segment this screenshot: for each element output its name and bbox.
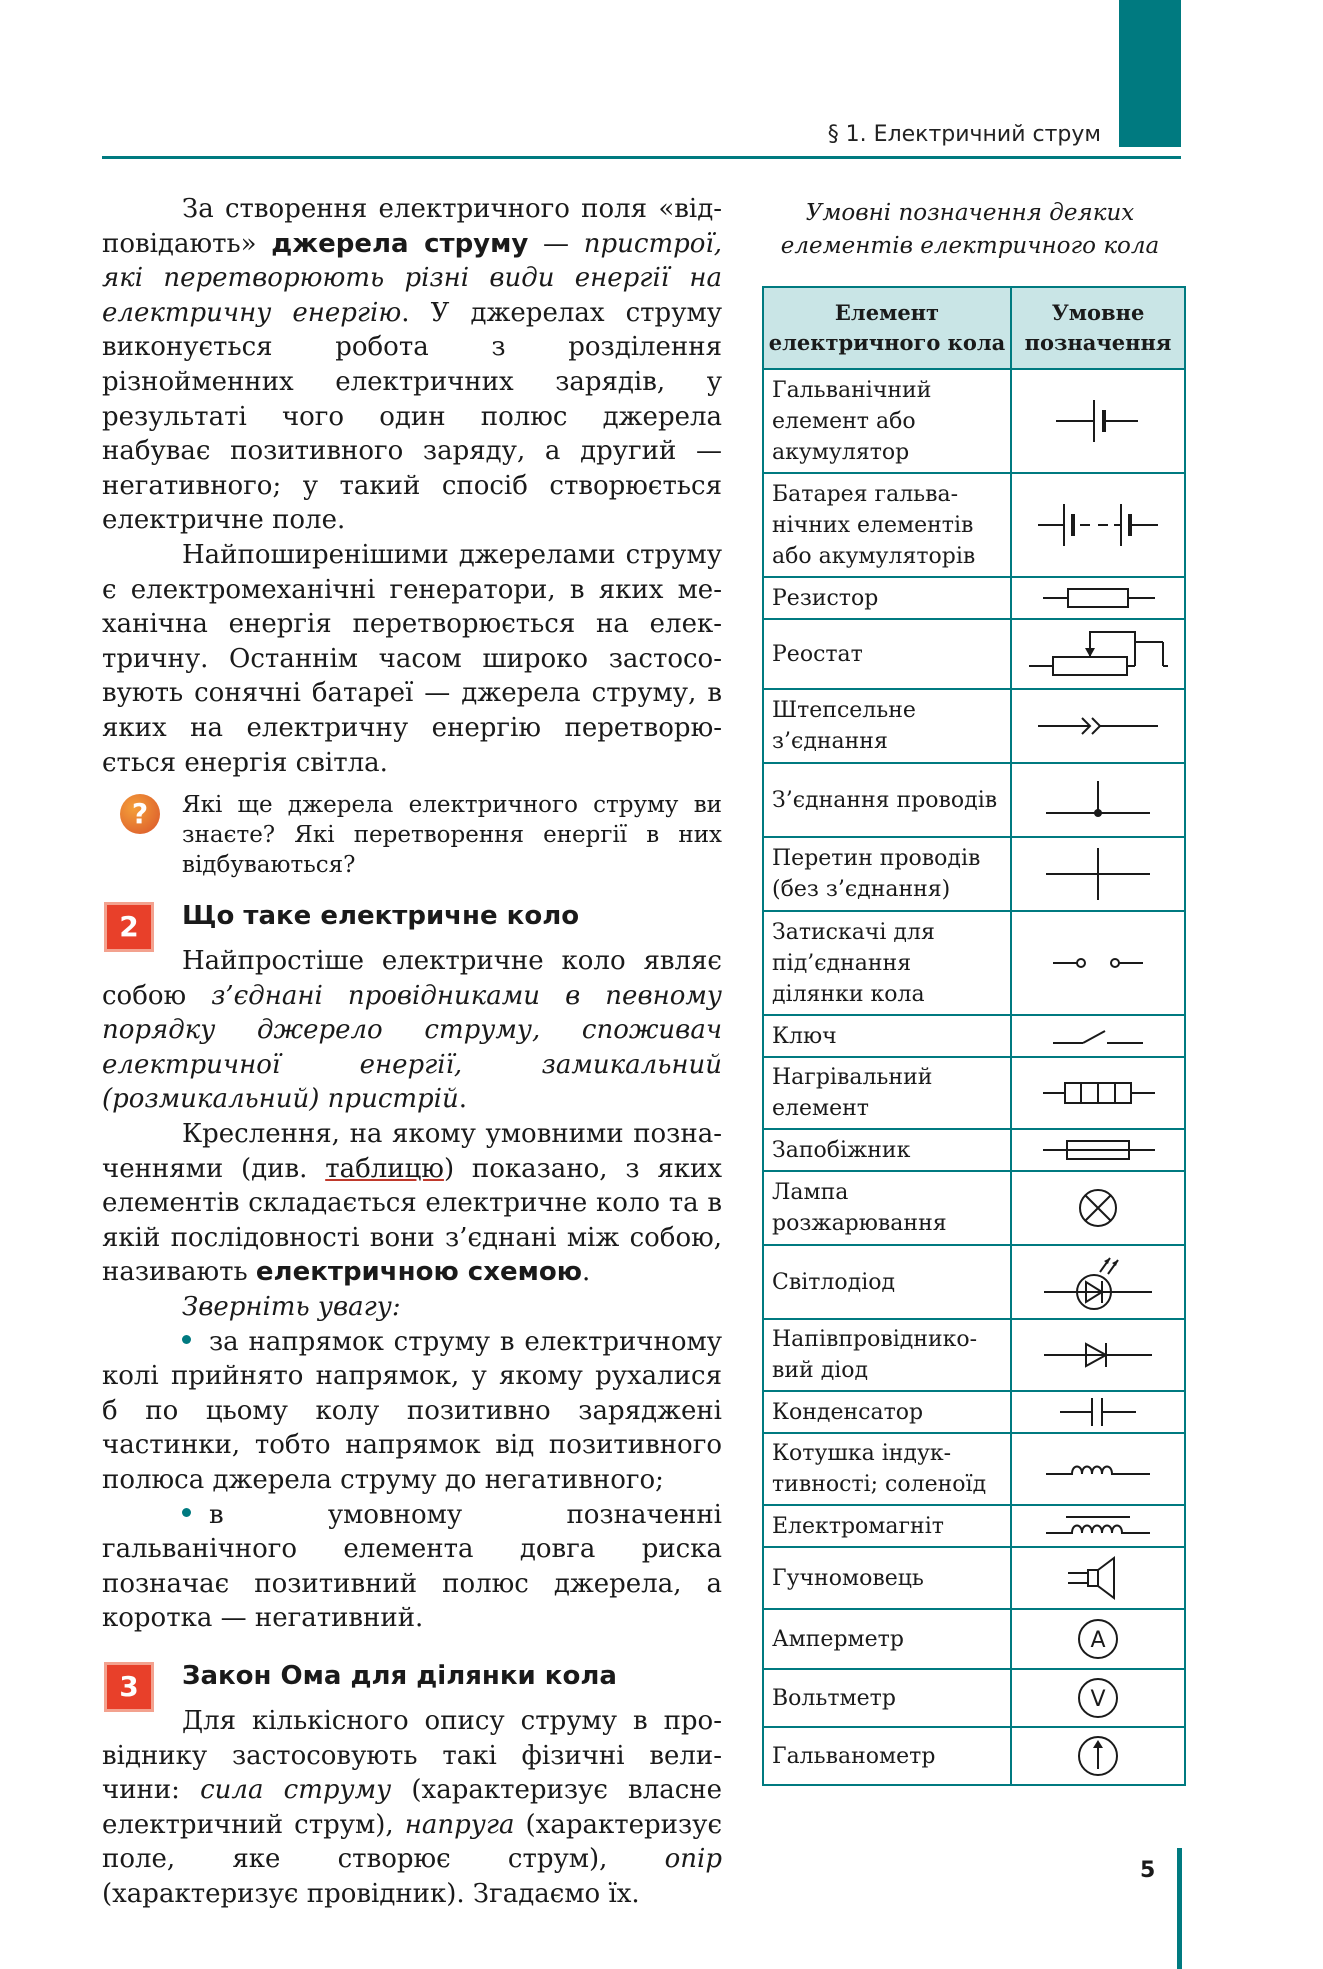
text-run: За створення електричного поля «відповідають» (102, 194, 722, 259)
column-header-element: Елемент електричного кола (763, 287, 1011, 369)
term-electric-schema: електричною схемою (255, 1257, 582, 1288)
term-voltage: напруга (404, 1809, 515, 1840)
section-title: Закон Ома для ділянки кола (182, 1660, 617, 1691)
element-name: Нагрівальний елемент (763, 1057, 1011, 1129)
element-name: Запобіжник (763, 1129, 1011, 1171)
ammeter-letter: A (1090, 1628, 1106, 1653)
speaker-symbol-icon (1011, 1547, 1185, 1609)
text-run: Креслення, на якому умовними позначеннями (див. (102, 1119, 722, 1184)
wire-crossing-symbol-icon (1011, 837, 1185, 911)
capacitor-symbol-icon (1011, 1391, 1185, 1433)
battery-symbol-icon (1011, 473, 1185, 577)
wire-junction-symbol-icon (1011, 763, 1185, 837)
bullet-dot (182, 1508, 191, 1517)
top-tab-decoration (1119, 0, 1181, 147)
voltmeter-letter: V (1090, 1687, 1106, 1712)
text-run: (характеризує провідник). Згадаємо їх. (102, 1878, 640, 1909)
text-run: Найпростіше електричне коло являє собою (102, 946, 722, 1011)
switch-symbol-icon (1011, 1015, 1185, 1057)
element-name: Вольтметр (763, 1669, 1011, 1727)
text-run: (характеризує власне електричний струм), (102, 1775, 722, 1840)
element-name: Напівпровідниковий діод (763, 1319, 1011, 1391)
lamp-symbol-icon (1011, 1171, 1185, 1245)
page-number: 5 (1140, 1858, 1156, 1883)
element-name: Котушка індуктивності; соленоїд (763, 1433, 1011, 1505)
table-row (763, 1727, 1185, 1785)
resistor-symbol-icon (1011, 577, 1185, 619)
element-name: Конденсатор (763, 1391, 1011, 1433)
question-icon: ? (120, 794, 160, 834)
led-symbol-icon (1011, 1245, 1185, 1319)
heater-symbol-icon (1011, 1057, 1185, 1129)
bottom-margin-rule (1177, 1848, 1182, 1969)
bullet-cell-polarity (102, 1498, 722, 1636)
paragraph-circuit (102, 944, 722, 1117)
definition-circuit: з’єднані провідниками в певному порядку джерело струму, споживач електричної енергії, замикальний (розмикальний) пристрій (102, 980, 722, 1115)
question-text: Які ще джерела електричного струму ви знаєте? Які перетворення енергії в них відбуваються? (182, 792, 722, 879)
bullet-current-direction (102, 1325, 722, 1498)
header-rule (102, 156, 1181, 159)
element-name: Електромагніт (763, 1505, 1011, 1547)
inductor-symbol-icon (1011, 1433, 1185, 1505)
table-row (763, 763, 1185, 837)
bullet-text: за напрямок струму в електричному колі прийнято напрямок, у якому рухалися б по цьому колу позитивно заряджені частинки, тобто напрямок від позитивного полюса джерела струму до негативного; (102, 1326, 722, 1495)
element-name: Реостат (763, 619, 1011, 689)
table-row (763, 1609, 1185, 1669)
text-run: . (458, 1084, 468, 1115)
element-name: Світлодіод (763, 1245, 1011, 1319)
table-row (763, 1129, 1185, 1171)
table-header-row (763, 287, 1185, 369)
table-row (763, 473, 1185, 577)
attention-label: Зверніть увагу: (182, 1292, 401, 1323)
section-2-heading (102, 898, 722, 944)
paragraph-quantities (102, 1704, 722, 1912)
text-run: . У джерелах струму виконується робота з розділення різнойменних електричних зарядів, у результаті чого один полюс джерела набуває позитивного заряду, а другий — негативного; у такий спосіб створюється електричне поле. (102, 297, 723, 536)
text-run: (характеризує поле, яке створює струм), (102, 1809, 723, 1875)
section-number-badge: 2 (104, 902, 154, 952)
paragraph-generators: Найпоширенішими джерелами струму є електромеханічні генератори, в яких механічна енергія перетворюється на електричну. Останнім часом широко застосовують сонячні батареї — джерела струму, в яких на електричну енергію перетворюється енергія світла. (102, 539, 722, 778)
table-row (763, 619, 1185, 689)
section-number-badge: 3 (104, 1662, 154, 1712)
text-run: Для кількісного опису струму в провіднику застосовують такі фізичні величини: (102, 1705, 722, 1806)
table-row (763, 689, 1185, 763)
section-3-heading (102, 1658, 722, 1703)
galvanic-cell-symbol-icon (1011, 369, 1185, 473)
galvanometer-symbol-icon (1011, 1727, 1185, 1785)
rheostat-symbol-icon (1011, 619, 1185, 689)
table-row (763, 1505, 1185, 1547)
table-row (763, 1015, 1185, 1057)
voltmeter-symbol-icon (1011, 1669, 1185, 1727)
table-reference-link[interactable]: таблицю (325, 1153, 444, 1184)
bullet-dot (182, 1335, 191, 1344)
electromagnet-symbol-icon (1011, 1505, 1185, 1547)
table-row (763, 1171, 1185, 1245)
paragraph-sources (102, 192, 722, 538)
ammeter-symbol-icon (1011, 1609, 1185, 1669)
text-run: — (528, 228, 584, 259)
terminals-symbol-icon (1011, 911, 1185, 1015)
question-block (102, 790, 722, 880)
term-current-sources: джерела струму (271, 228, 529, 259)
element-name: Гальванічний елемент або акумулятор (763, 369, 1011, 473)
table-caption: Умовні позначення деяких елементів електричного кола (780, 200, 1160, 259)
text-run: ) показано, з яких елементів складається електричне коло та в якій послідовності вони з’єднані між собою, називають (102, 1153, 722, 1288)
table-row (763, 837, 1185, 911)
table-row (763, 369, 1185, 473)
element-name: Амперметр (763, 1609, 1011, 1669)
element-name: Батарея гальванічних елементів або акумуляторів (763, 473, 1011, 577)
term-resistance: опір (664, 1844, 722, 1875)
plug-connection-symbol-icon (1011, 689, 1185, 763)
text-run: . (582, 1257, 591, 1288)
element-name: Перетин проводів (без з’єднання) (763, 837, 1011, 911)
element-name: Затискачі для під’єднання ділянки кола (763, 911, 1011, 1015)
table-row (763, 1319, 1185, 1391)
table-row (763, 1547, 1185, 1609)
table-row (763, 1391, 1185, 1433)
diode-symbol-icon (1011, 1319, 1185, 1391)
element-name: Резистор (763, 577, 1011, 619)
table-row (763, 1245, 1185, 1319)
section-title: Що таке електричне коло (182, 901, 580, 932)
symbols-table (762, 286, 1186, 1786)
main-text-column (102, 192, 722, 1912)
table-row (763, 577, 1185, 619)
element-name: З’єднання проводів (763, 763, 1011, 837)
element-name: Гучномовець (763, 1547, 1011, 1609)
element-name: Гальванометр (763, 1727, 1011, 1785)
fuse-symbol-icon (1011, 1129, 1185, 1171)
table-row (763, 911, 1185, 1015)
table-row (763, 1433, 1185, 1505)
bullet-text: в умовному позначенні гальванічного елемента довга риска позначає позитивний полюс джерела, а коротка — негативний. (102, 1499, 722, 1634)
definition-current-sources: пристрої, які перетворюють різні види енергії на електричну енергію (102, 228, 723, 328)
element-name: Ключ (763, 1015, 1011, 1057)
element-name: Лампа розжарювання (763, 1171, 1011, 1245)
term-current: сила струму (200, 1775, 392, 1806)
paragraph-schema (102, 1117, 722, 1290)
table-row (763, 1669, 1185, 1727)
column-header-symbol: Умовне позначення (1011, 287, 1185, 369)
table-row (763, 1057, 1185, 1129)
element-name: Штепсельне з’єднання (763, 689, 1011, 763)
running-header: § 1. Електричний струм (827, 122, 1101, 147)
